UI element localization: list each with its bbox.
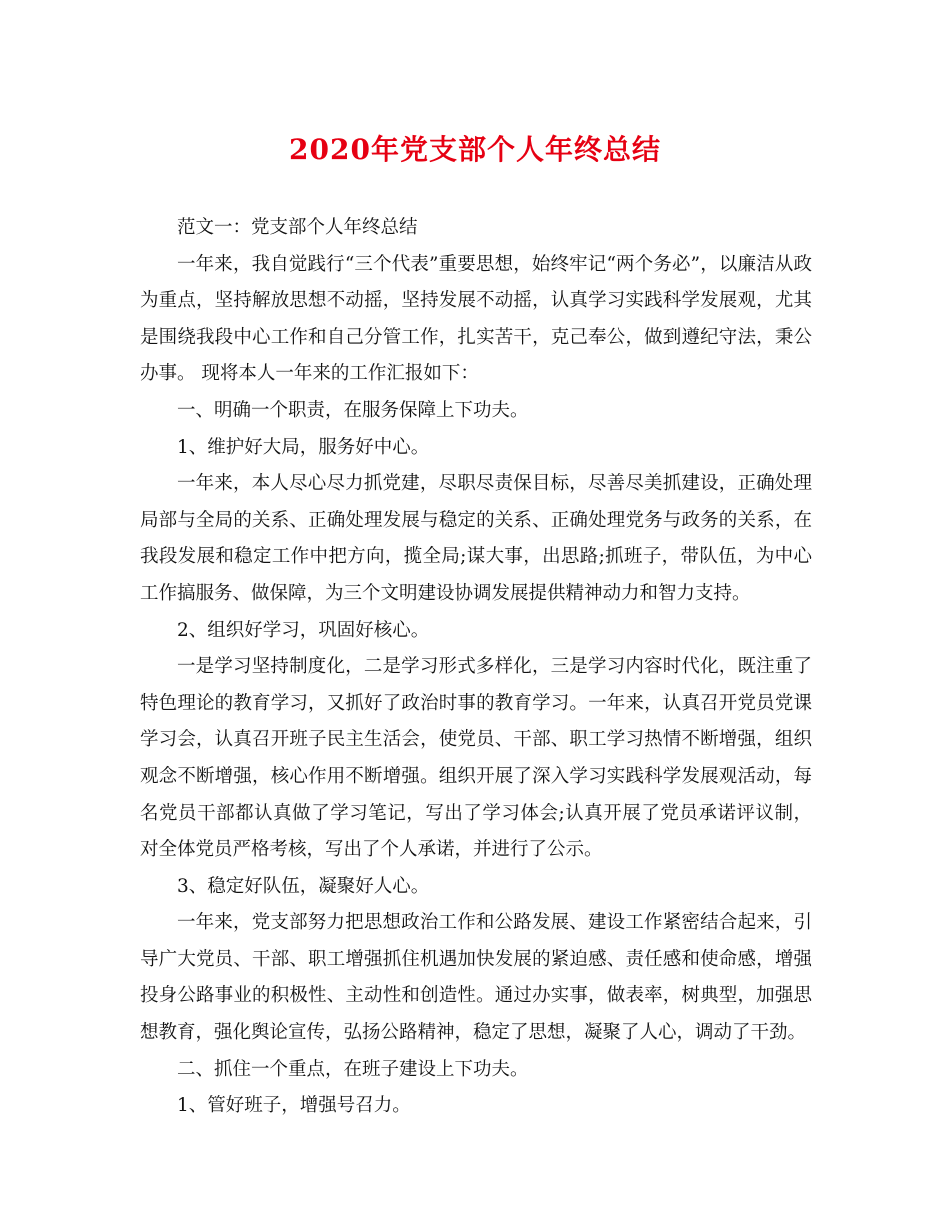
paragraph-3: 一、明确一个职责，在服务保障上下功夫。 bbox=[177, 399, 529, 421]
document-body bbox=[140, 210, 812, 1125]
paragraph-6: 2、组织好学习，巩固好核心。 bbox=[177, 619, 430, 641]
paragraph-1: 范文一：党支部个人年终总结 bbox=[177, 217, 418, 238]
paragraph-10: 二、抓住一个重点，在班子建设上下功夫。 bbox=[177, 1058, 529, 1080]
document-title: 2020年党支部个人年终总结 bbox=[289, 133, 661, 166]
paragraph-7: 一是学习坚持制度化，二是学习形式多样化，三是学习内容时代化，既注重了特色理论的教育学习，又抓好了政治时事的教育学习。一年来，认真召开党员党课学习会，认真召开班子民主生活会，使党员、干部、职工学习热情不断增强，组织观念不断增强，核心作用不断增强。组织开展了深入学习实践科学发展观活动，每名党员干部都认真做了学习笔记，写出了学习体会;认真开展了党员承诺评议制，对全体党员严格考核，写出了个人承诺，并进行了公示。 bbox=[140, 656, 812, 861]
paragraph-5: 一年来，本人尽心尽力抓党建，尽职尽责保目标，尽善尽美抓建设，正确处理局部与全局的关系、正确处理发展与稳定的关系、正确处理党务与政务的关系，在我段发展和稳定工作中把方向，揽全局;谋大事，出思路;抓班子，带队伍，为中心工作搞服务、做保障，为三个文明建设协调发展提供精神动力和智力支持。 bbox=[140, 473, 812, 604]
paragraph-2: 一年来，我自觉践行“三个代表”重要思想，始终牢记“两个务必”，以廉洁从政为重点，坚持解放思想不动摇，坚持发展不动摇，认真学习实践科学发展观，尤其是围绕我段中心工作和自己分管工作，扎实苦干，克己奉公，做到遵纪守法，秉公办事。 现将本人一年来的工作汇报如下： bbox=[140, 253, 812, 385]
paragraph-9: 一年来，党支部努力把思想政治工作和公路发展、建设工作紧密结合起来，引导广大党员、干部、职工增强抓住机遇加快发展的紧迫感、责任感和使命感，增强投身公路事业的积极性、主动性和创造性。通过办实事，做表率，树典型，加强思想教育，强化舆论宣传，弘扬公路精神，稳定了思想，凝聚了人心，调动了干劲。 bbox=[140, 912, 812, 1044]
paragraph-4: 1、维护好大局，服务好中心。 bbox=[177, 436, 430, 458]
paragraph-8: 3、稳定好队伍，凝聚好人心。 bbox=[177, 875, 430, 897]
paragraph-11: 1、管好班子，增强号召力。 bbox=[177, 1095, 411, 1117]
